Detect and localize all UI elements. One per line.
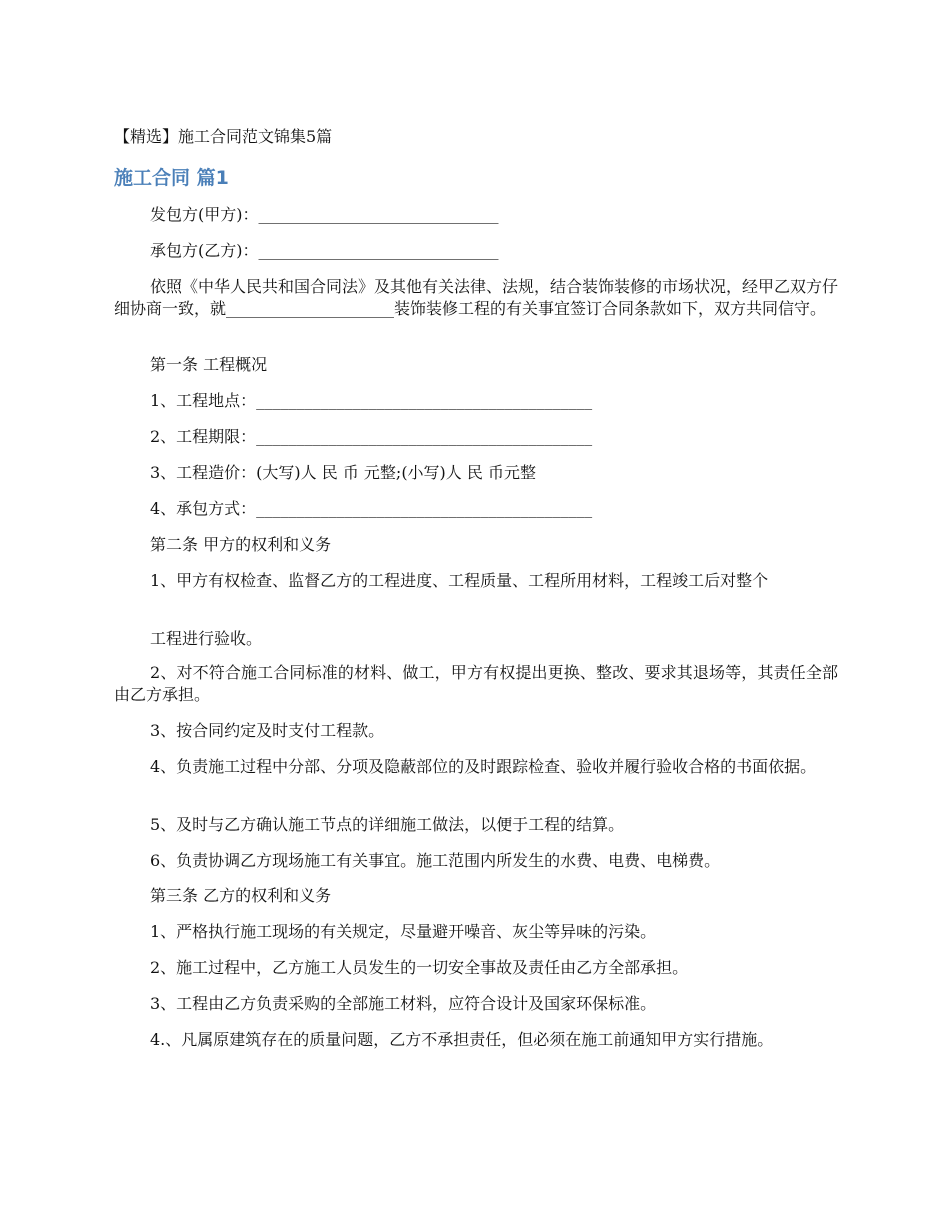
article-2-heading: 第二条 甲方的权利和义务 <box>150 535 332 554</box>
paragraph-party-b-duty-4: 4.、凡属原建筑存在的质量问题，乙方不承担责任，但必须在施工前通知甲方实行措施。 <box>150 1030 774 1049</box>
document-title: 【精选】施工合同范文锦集5篇 <box>114 127 333 146</box>
paragraph-party-a-right-1: 1、甲方有权检查、监督乙方的工程进度、工程质量、工程所用材料，工程竣工后对整个 <box>150 571 769 590</box>
article-1-heading: 第一条 工程概况 <box>150 355 268 374</box>
paragraph-project-location: 1、工程地点：__________________________________________ <box>150 391 593 410</box>
paragraph-party-b: 承包方(乙方)：______________________________ <box>150 241 499 260</box>
paragraph-project-period: 2、工程期限：__________________________________________ <box>150 427 593 446</box>
paragraph-party-a-right-5: 5、及时与乙方确认施工节点的详细施工做法，以便于工程的结算。 <box>150 815 625 834</box>
section-heading: 施工合同 篇1 <box>114 167 229 189</box>
paragraph-party-b-duty-1: 1、严格执行施工现场的有关规定，尽量避开噪音、灰尘等异味的污染。 <box>150 922 657 941</box>
paragraph-party-a-right-2: 2、对不符合施工合同标准的材料、做工，甲方有权提出更换、整改、要求其退场等，其责任全部由乙方承担。 <box>114 663 838 704</box>
paragraph-party-a: 发包方(甲方)：______________________________ <box>150 205 499 224</box>
paragraph-contract-method: 4、承包方式：__________________________________________ <box>150 499 593 518</box>
paragraph-project-cost: 3、工程造价：(大写)人 民 币 元整;(小写)人 民 币元整 <box>150 463 536 482</box>
paragraph-party-b-duty-3: 3、工程由乙方负责采购的全部施工材料，应符合设计及国家环保标准。 <box>150 994 657 1013</box>
paragraph-party-a-right-3: 3、按合同约定及时支付工程款。 <box>150 721 385 740</box>
paragraph-preamble: 依照《中华人民共和国合同法》及其他有关法律、法规，结合装饰装修的市场状况，经甲乙双方仔细协商一致，就_____________________装饰装修工程的有关事宜签订合同条款如下，双方共同信守。 <box>114 277 839 318</box>
paragraph-party-b-duty-2: 2、施工过程中，乙方施工人员发生的一切安全事故及责任由乙方全部承担。 <box>150 958 689 977</box>
paragraph-party-a-right-4: 4、负责施工过程中分部、分项及隐蔽部位的及时跟踪检查、验收并履行验收合格的书面依据。 <box>150 757 817 776</box>
paragraph-party-a-right-1-continued: 工程进行验收。 <box>150 629 263 648</box>
paragraph-party-a-right-6: 6、负责协调乙方现场施工有关事宜。施工范围内所发生的水费、电费、电梯费。 <box>150 851 721 870</box>
article-3-heading: 第三条 乙方的权利和义务 <box>150 886 332 905</box>
